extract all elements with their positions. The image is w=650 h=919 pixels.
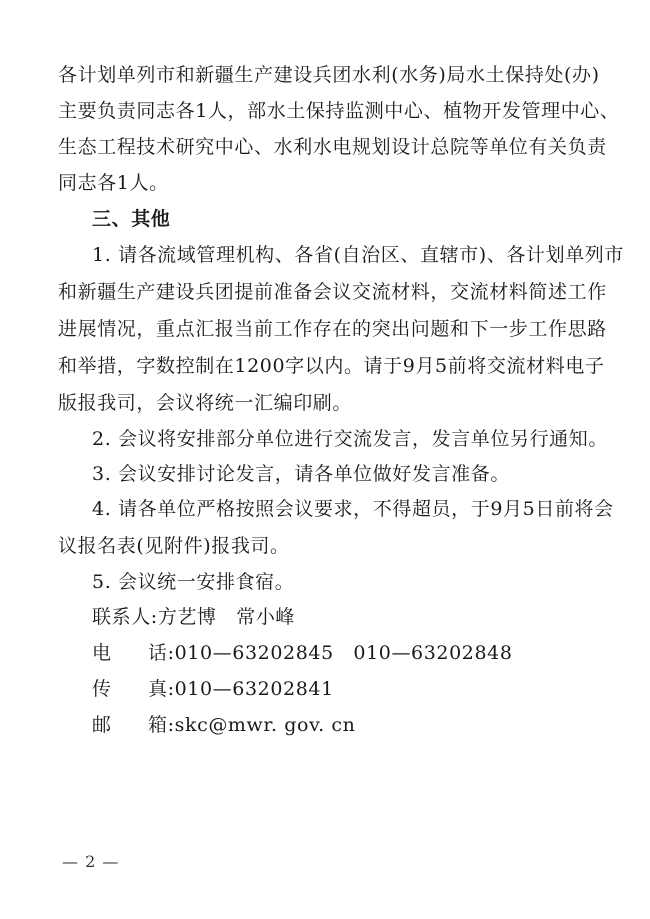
paragraph-line: 生态工程技术研究中心、水利水电规划设计总院等单位有关负责 [58, 136, 607, 158]
paragraph-line: 主要负责同志各1人，部水土保持监测中心、植物开发管理中心、 [58, 100, 620, 122]
paragraph-line: 进展情况，重点汇报当前工作存在的突出问题和下一步工作思路 [58, 318, 607, 340]
paragraph-line: 3. 会议安排讨论发言，请各单位做好发言准备。 [92, 463, 510, 485]
paragraph-line: 议报名表(见附件)报我司。 [58, 535, 290, 557]
paragraph-line: 1. 请各流域管理机构、各省(自治区、直辖市)、各计划单列市 [92, 244, 624, 266]
fax-label-part: 传 [92, 678, 112, 700]
contact-email-row [92, 712, 598, 738]
phone-label-part: 电 [92, 642, 112, 664]
contact-person-value: 方艺博 常小峰 [157, 606, 296, 628]
fax-value: 010—63202841 [174, 678, 334, 700]
page-number: — 2 — [62, 852, 120, 871]
paragraph-line: 版报我司，会议将统一汇编印刷。 [58, 392, 353, 414]
paragraph-line: 4. 请各单位严格按照会议要求，不得超员，于9月5日前将会 [92, 498, 614, 520]
contact-person-label: 联系人: [92, 606, 158, 628]
contact-fax-row [92, 676, 598, 702]
paragraph-line: 5. 会议统一安排食宿。 [92, 571, 295, 593]
paragraph-line: 同志各1人。 [58, 172, 169, 194]
email-label-part: 邮 [92, 714, 112, 736]
fax-label-part: 真: [148, 678, 175, 700]
section-heading: 三、其他 [92, 208, 171, 230]
phone-label-part: 话: [148, 642, 175, 664]
email-value: skc@mwr. gov. cn [174, 714, 356, 736]
contact-person-row [92, 604, 598, 630]
paragraph-line: 各计划单列市和新疆生产建设兵团水利(水务)局水土保持处(办) [58, 64, 600, 86]
phone-value: 010—63202845 010—63202848 [174, 642, 513, 664]
contact-phone-row [92, 640, 598, 666]
email-label-part: 箱: [148, 714, 175, 736]
paragraph-line: 和举措，字数控制在1200字以内。请于9月5前将交流材料电子 [58, 355, 605, 377]
paragraph-line: 2. 会议将安排部分单位进行交流发言，发言单位另行通知。 [92, 428, 608, 450]
paragraph-line: 和新疆生产建设兵团提前准备会议交流材料，交流材料简述工作 [58, 281, 607, 303]
